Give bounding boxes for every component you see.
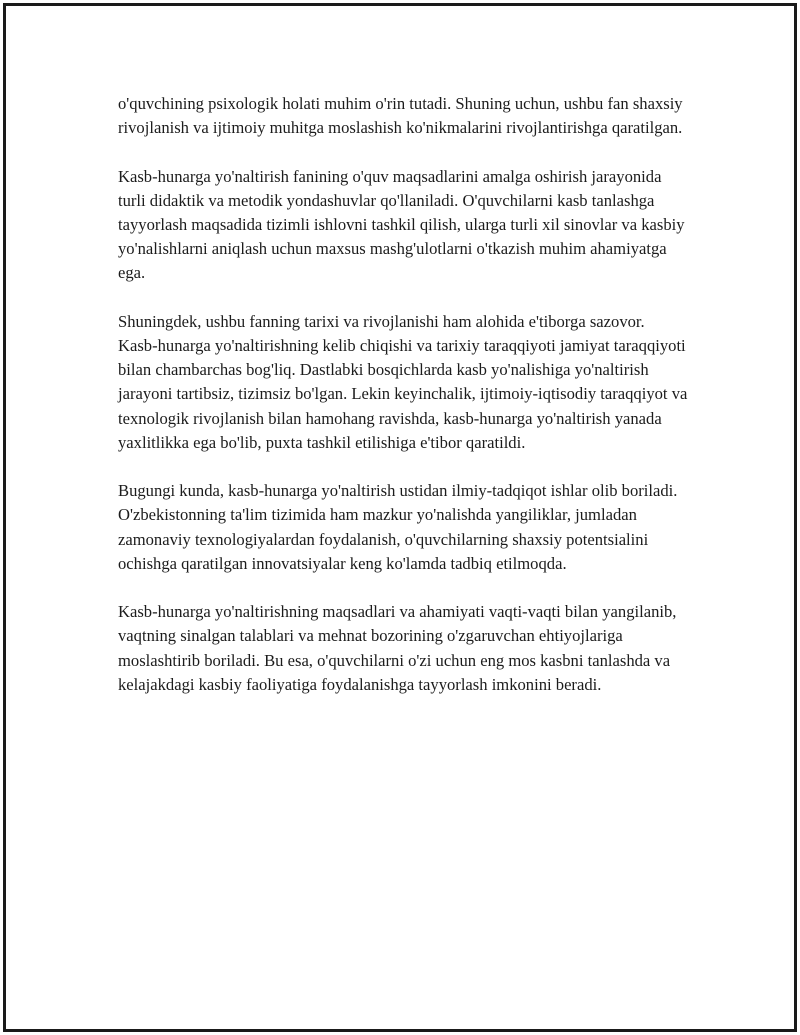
paragraph-1: o'quvchining psixologik holati muhim o'rin tutadi. Shuning uchun, ushbu fan shaxsiy rivojlanish va ijtimoiy muhitga moslashish ko'nikmalarini rivojlantirishga qaratilgan. xyxy=(118,94,683,138)
paragraph-3: Shuningdek, ushbu fanning tarixi va rivojlanishi ham alohida e'tiborga sazovor. Kasb-hunarga yo'naltirishning kelib chiqishi va tarixiy taraqqiyoti jamiyat taraqqiyoti bilan chambarchas bog'liq. Dastlabki bosqichlarda kasb yo'nalishiga yo'naltirish jarayoni tartibsiz, tizimsiz bo'lgan. Lekin keyinchalik, ijtimoiy-iqtisodiy taraqqiyot va texnologik rivojlanish bilan hamohang ravishda, kasb-hunarga yo'naltirish yanada yaxlitlikka ega bo'lib, puxta tashkil etilishiga e'tibor qaratildi. xyxy=(118,311,688,452)
document-body xyxy=(118,92,688,721)
paragraph-4: Bugungi kunda, kasb-hunarga yo'naltirish ustidan ilmiy-tadqiqot ishlar olib boriladi. O'zbekistonning ta'lim tizimida ham mazkur yo'nalishda yangiliklar, jumladan zamonaviy texnologiyalardan foydalanish, o'quvchilarning shaxsiy potentsialini ochishga qaratilgan innovatsiyalar keng ko'lamda tadbiq etilmoqda. xyxy=(118,481,678,573)
paragraph-2: Kasb-hunarga yo'naltirish fanining o'quv maqsadlarini amalga oshirish jarayonida turli didaktik va metodik yondashuvlar qo'llaniladi. O'quvchilarni kasb tanlashga tayyorlash maqsadida tizimli ishlovni tashkil qilish, ularga turli xil sinovlar va kasbiy yo'nalishlarni aniqlash uchun maxsus mashg'ulotlarni o'tkazish muhim ahamiyatga ega. xyxy=(118,166,685,283)
paragraph-5: Kasb-hunarga yo'naltirishning maqsadlari va ahamiyati vaqti-vaqti bilan yangilanib, vaqtning sinalgan talablari va mehnat bozorining o'zgaruvchan ehtiyojlariga moslashtirib boriladi. Bu esa, o'quvchilarni o'zi uchun eng mos kasbni tanlashda va kelajakdagi kasbiy faoliyatiga foydalanishga tayyorlash imkonini beradi. xyxy=(118,602,677,694)
